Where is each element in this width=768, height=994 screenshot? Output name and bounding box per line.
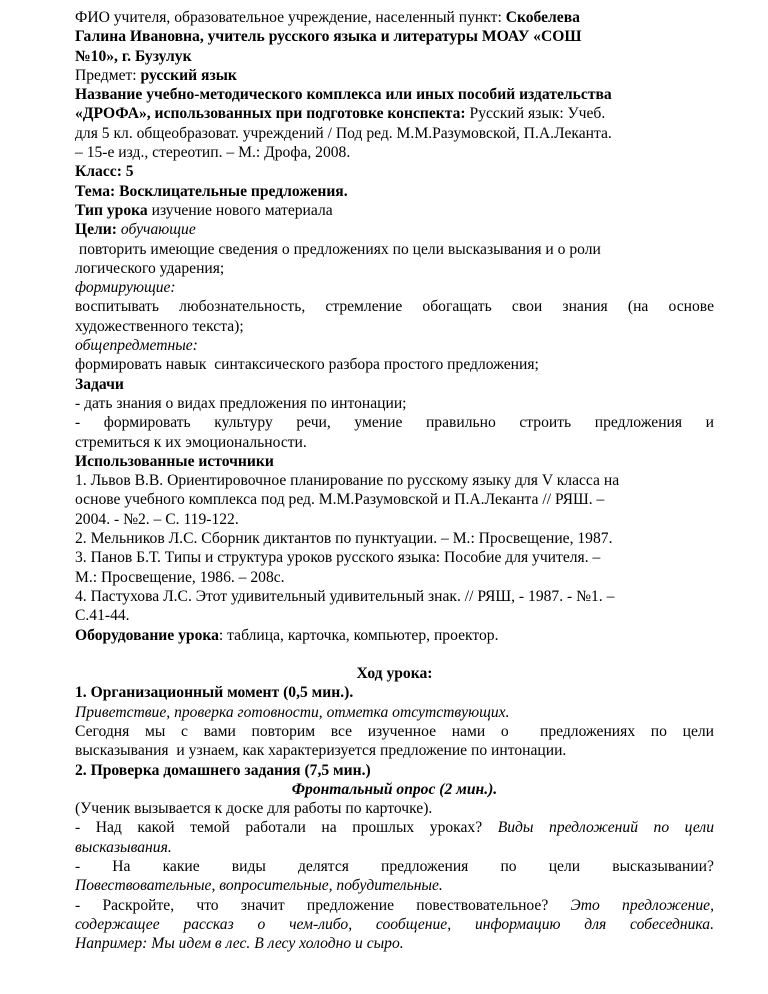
source-2: 2. Мельников Л.С. Сборник диктантов по пунктуации. – М.: Просвещение, 1987.	[75, 530, 613, 548]
topic-label: Тема: Восклицательные предложения.	[75, 182, 348, 200]
q2-word: делятся	[298, 858, 349, 876]
question-2-answer-text: Повествовательные, вопросительные, побудительные.	[75, 877, 443, 895]
question-1-cont	[75, 838, 714, 857]
forming-label: формирующие:	[75, 279, 176, 297]
subject-line	[75, 66, 714, 85]
textbook-line-2	[75, 104, 714, 123]
lesson-type-label: Тип урока	[75, 201, 148, 219]
tasks-item-1: - дать знания о видах предложения по интонации;	[75, 394, 407, 412]
textbook-line-1	[75, 85, 714, 104]
goals-educational-1: повторить имеющие сведения о предложениях по цели высказывания и о роли	[75, 240, 601, 258]
tasks-label: Задачи	[75, 375, 124, 393]
step2-title	[75, 761, 714, 780]
goals-educational-label: обучающие	[120, 221, 196, 239]
sources-heading	[75, 452, 714, 471]
general-label: общепредметные:	[75, 337, 198, 355]
tasks-item-2-text: - формировать культуру речи, умение правильно строить предложения и	[75, 414, 714, 432]
forming-text: воспитывать любознательность, стремление обогащать свои знания (на основе	[75, 298, 714, 316]
source-3-line-2: М.: Просвещение, 1986. – 208с.	[75, 568, 285, 586]
step2-note: (Ученик вызывается к доске для работы по карточке).	[75, 800, 433, 818]
textbook-line-3: для 5 кл. общеобразоват. учреждений / Под ред. М.М.Разумовской, П.А.Леканта.	[75, 124, 612, 142]
question-3-cont-2	[75, 934, 714, 953]
q2-word: цели	[548, 858, 581, 876]
q2-word: по	[500, 858, 517, 876]
textbook-label-cont: «ДРОФА», использованных при подготовке конспекта:	[75, 105, 466, 123]
author-name: Скобелева	[505, 9, 580, 26]
textbook-line-4: – 15-е изд., стереотип. – М.: Дрофа, 2008.	[75, 144, 351, 162]
lesson-type-value: изучение нового материала	[147, 201, 333, 219]
question-1-answer-cont: высказывания.	[75, 838, 172, 856]
q2-word: -	[75, 858, 81, 876]
goals-educational-2: логического ударения;	[75, 259, 225, 277]
step2-subtitle-text: Фронтальный опрос (2 мин.).	[291, 780, 498, 798]
step1-title	[75, 683, 714, 702]
author-label: ФИО учителя, образовательное учреждение, населенный пункт:	[75, 9, 506, 26]
textbook-value: Русский язык: Учеб.	[465, 105, 606, 123]
source-1-line-1: 1. Львов В.В. Ориентировочное планирование по русскому языку для V класса на	[75, 472, 620, 490]
topic-line	[75, 182, 714, 201]
q2-word: предложения	[381, 858, 469, 876]
step1-title-text: 1. Организационный момент (0,5 мин.).	[75, 684, 354, 702]
question-1-answer: Виды предложений по цели	[497, 819, 714, 837]
step2-title-text: 2. Проверка домашнего задания (7,5 мин.)	[75, 761, 371, 779]
subject-label: Предмет:	[75, 66, 141, 84]
source-1-line-3: 2004. - №2. – С. 119-122.	[75, 510, 239, 528]
sources-label: Использованные источники	[75, 452, 274, 470]
question-1-text: - Над какой темой работали на прошлых уроках?	[75, 819, 498, 837]
subject-value: русский язык	[140, 66, 237, 84]
author-line-1	[75, 8, 714, 27]
equipment-label: Оборудование урока	[75, 626, 219, 644]
step1-text-1	[75, 722, 714, 741]
equipment-line	[75, 626, 714, 645]
question-3-answer: Это предложение,	[570, 896, 715, 914]
lesson-type-line	[75, 201, 714, 220]
author-school: №10», г. Бузулук	[75, 47, 192, 65]
source-4-line-1: 4. Пастухова Л.С. Этот удивительный удивительный знак. // РЯШ, - 1987. - №1. –	[75, 587, 615, 605]
question-1	[75, 818, 714, 837]
blank-line	[75, 645, 714, 664]
source-1-line-2: основе учебного комплекса под ред. М.М.Разумовской и П.А.Леканта // РЯШ. –	[75, 491, 605, 509]
source-4-line-2: С.41-44.	[75, 607, 130, 625]
goals-forming-label	[75, 278, 714, 297]
class-label: Класс: 5	[75, 163, 134, 181]
tasks-item-2-cont: стремиться к их эмоциональности.	[75, 433, 307, 451]
goals-general-label	[75, 336, 714, 355]
tasks-heading	[75, 375, 714, 394]
question-3-cont-1	[75, 915, 714, 934]
q2-word: На	[112, 858, 131, 876]
q2-word: высказывании?	[612, 858, 714, 876]
question-3	[75, 896, 714, 915]
step1-text-1-span: Сегодня мы с вами повторим все изученное нами о предложениях по цели	[75, 722, 714, 740]
lesson-title	[75, 664, 714, 683]
goals-label: Цели:	[75, 221, 121, 239]
step1-italic	[75, 703, 714, 722]
question-3-answer-cont: содержащее рассказ о чем-либо, сообщение, информацию для собеседника.	[75, 915, 714, 933]
q2-word: виды	[231, 858, 266, 876]
goals-line	[75, 220, 714, 239]
q2-word: какие	[162, 858, 200, 876]
step2-subtitle	[75, 780, 714, 799]
equipment-value: : таблица, карточка, компьютер, проектор.	[218, 626, 499, 644]
question-3-text: - Раскройте, что значит предложение повествовательное?	[75, 896, 571, 914]
step1-italic-text: Приветствие, проверка готовности, отметка отсутствующих.	[75, 703, 510, 721]
goals-forming-2: художественного текста);	[75, 317, 244, 335]
author-line-2	[75, 27, 714, 46]
goals-forming-1	[75, 297, 714, 316]
class-line	[75, 162, 714, 181]
textbook-label: Название учебно-методического комплекса или иных пособий издательства	[75, 86, 612, 104]
question-2-answer	[75, 876, 714, 895]
author-position: Галина Ивановна, учитель русского языка и литературы МОАУ «СОШ	[75, 28, 582, 46]
question-2	[75, 857, 714, 876]
step1-text-2: высказывания и узнаем, как характеризуется предложение по интонации.	[75, 742, 567, 760]
tasks-item-2	[75, 413, 714, 432]
source-3-line-1: 3. Панов Б.Т. Типы и структура уроков русского языка: Пособие для учителя. –	[75, 549, 601, 567]
author-line-3	[75, 47, 714, 66]
question-3-example: Например: Мы идем в лес. В лесу холодно и сыро.	[75, 935, 404, 953]
lesson-title-text: Ход урока:	[356, 665, 433, 683]
goals-general-text: формировать навык синтаксического разбора простого предложения;	[75, 356, 539, 374]
